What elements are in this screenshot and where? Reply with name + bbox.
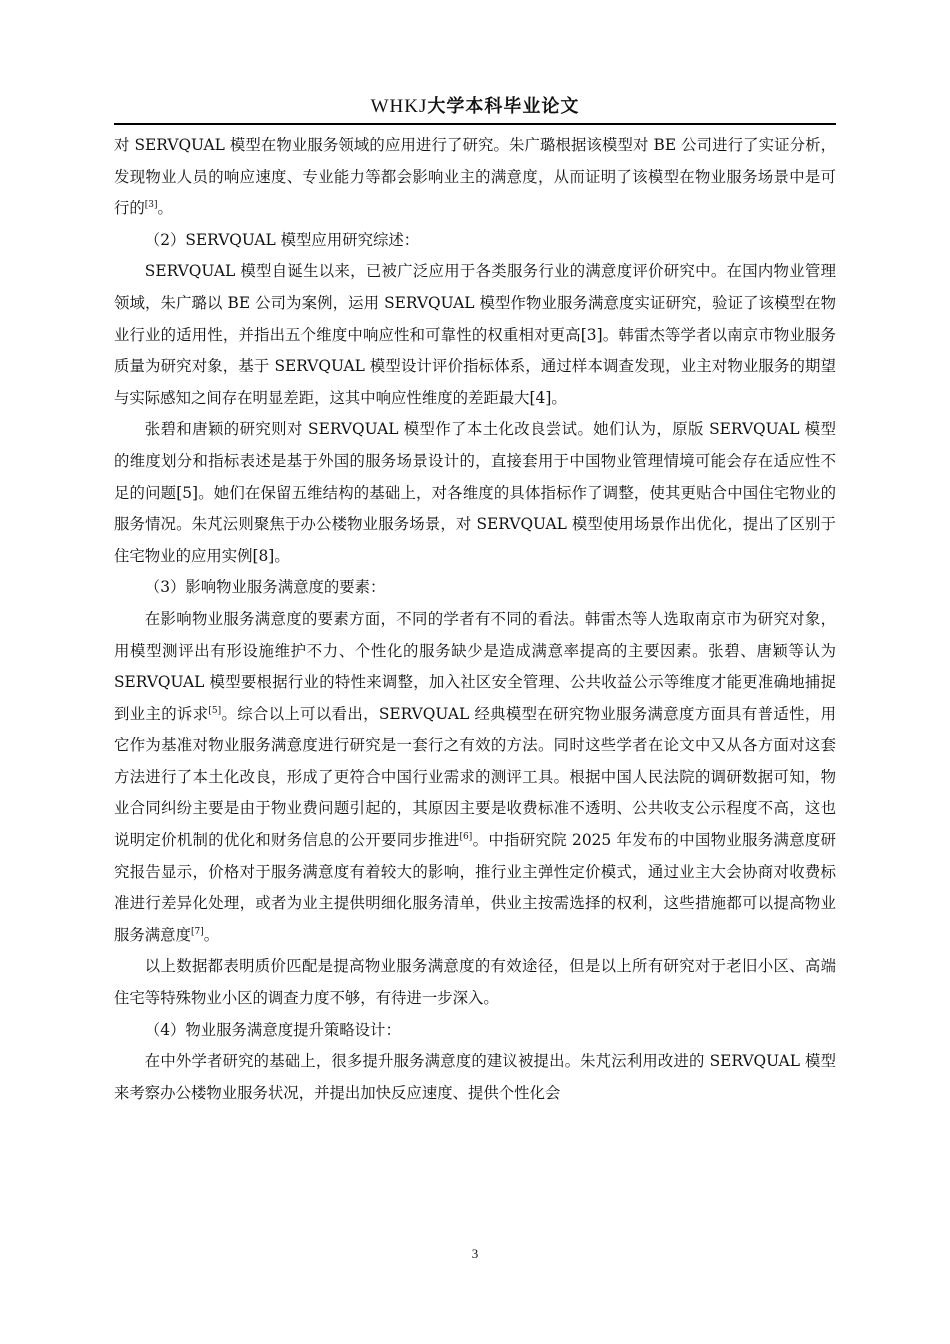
- citation: [5]: [208, 705, 222, 716]
- paragraph-5: 以上数据都表明质价匹配是提高物业服务满意度的有效途径，但是以上所有研究对于老旧小区、高端住宅等特殊物业小区的调查力度不够，有待进一步深入。: [114, 957, 836, 1008]
- body-text: [114, 130, 836, 1109]
- paragraph-4: 在影响物业服务满意度的要素方面，不同的学者有不同的看法。韩雷杰等人选取南京市为研究对象，用模型测评出有形设施维护不力、个性化的服务缺少是造成满意率提高的主要因素。张碧、唐颖等认为 SERVQUAL 模型要根据行业的特性来调整，加入社区安全管理、公共收益公示等维度才能更准确地捕捉到业主的诉求[5]。综合以上可以看出，SERVQUAL 经典模型在研究物业服务满意度方面具有普适性，用它作为基准对物业服务满意度进行研究是一套行之有效的方法。同时这些学者在论文中又从各方面对这套方法进行了本土化改良，形成了更符合中国行业需求的测评工具。根据中国人民法院的调研数据可知，物业合同纠纷主要是由于物业费问题引起的，其原因主要是收费标准不透明、公共收支公示程度不高，这也说明定价机制的优化和财务信息的公开要同步推进[6]。中指研究院 2025 年发布的中国物业服务满意度研究报告显示，价格对于服务满意度有着较大的影响，推行业主弹性定价模式，通过业主大会协商对收费标准进行差异化处理，或者为业主提供明细化服务清单，供业主按需选择的权利，这些措施都可以提高物业服务满意度[7]。: [114, 609, 836, 944]
- page-number: 3: [471, 1246, 479, 1261]
- page-header: [114, 92, 836, 118]
- section-heading-4: （4）物业服务满意度提升策略设计：: [144, 1020, 401, 1039]
- paragraph-2: SERVQUAL 模型自诞生以来，已被广泛应用于各类服务行业的满意度评价研究中。在国内物业管理领域，朱广璐以 BE 公司为案例，运用 SERVQUAL 模型作物业服务满意度实证研究，验证了该模型在物业行业的适用性，并指出五个维度中响应性和可靠性的权重相对更高[3]。韩雷杰等学者以南京市物业服务质量为研究对象，基于 SERVQUAL 模型设计评价指标体系，通过样本调查发现，业主对物业服务的期望与实际感知之间存在明显差距，这其中响应性维度的差距最大[4]。: [114, 262, 836, 407]
- paragraph-6: 在中外学者研究的基础上，很多提升服务满意度的建议被提出。朱芃沄利用改进的 SERVQUAL 模型来考察办公楼物业服务状况，并提出加快反应速度、提供个性化会: [114, 1052, 836, 1102]
- header-brand: WHKJ: [370, 96, 428, 117]
- citation: [6]: [459, 831, 473, 842]
- paragraph-3: 张碧和唐颖的研究则对 SERVQUAL 模型作了本土化改良尝试。她们认为，原版 SERVQUAL 模型的维度划分和指标表述是基于外国的服务场景设计的，直接套用于中国物业管理情境可能会存在适应性不足的问题[5]。她们在保留五维结构的基础上，对各维度的具体指标作了调整，使其更贴合中国住宅物业的服务情况。朱芃沄则聚焦于办公楼物业服务场景，对 SERVQUAL 模型使用场景作出优化，提出了区别于住宅物业的应用实例[8]。: [114, 420, 836, 565]
- citation: [7]: [190, 926, 204, 937]
- section-heading-3: （3）影响物业服务满意度的要素：: [144, 578, 386, 597]
- header-title: 大学本科毕业论文: [427, 96, 580, 117]
- section-heading-2: （2）SERVQUAL 模型应用研究综述：: [144, 230, 420, 249]
- header-rule: [114, 123, 836, 125]
- citation: [3]: [144, 200, 158, 211]
- paragraph-1: 对 SERVQUAL 模型在物业服务领域的应用进行了研究。朱广璐根据该模型对 BE 公司进行了实证分析，发现物业人员的响应速度、专业能力等都会影响业主的满意度，从而证明了该模型在物业服务场景中是可行的[3]。: [114, 136, 836, 218]
